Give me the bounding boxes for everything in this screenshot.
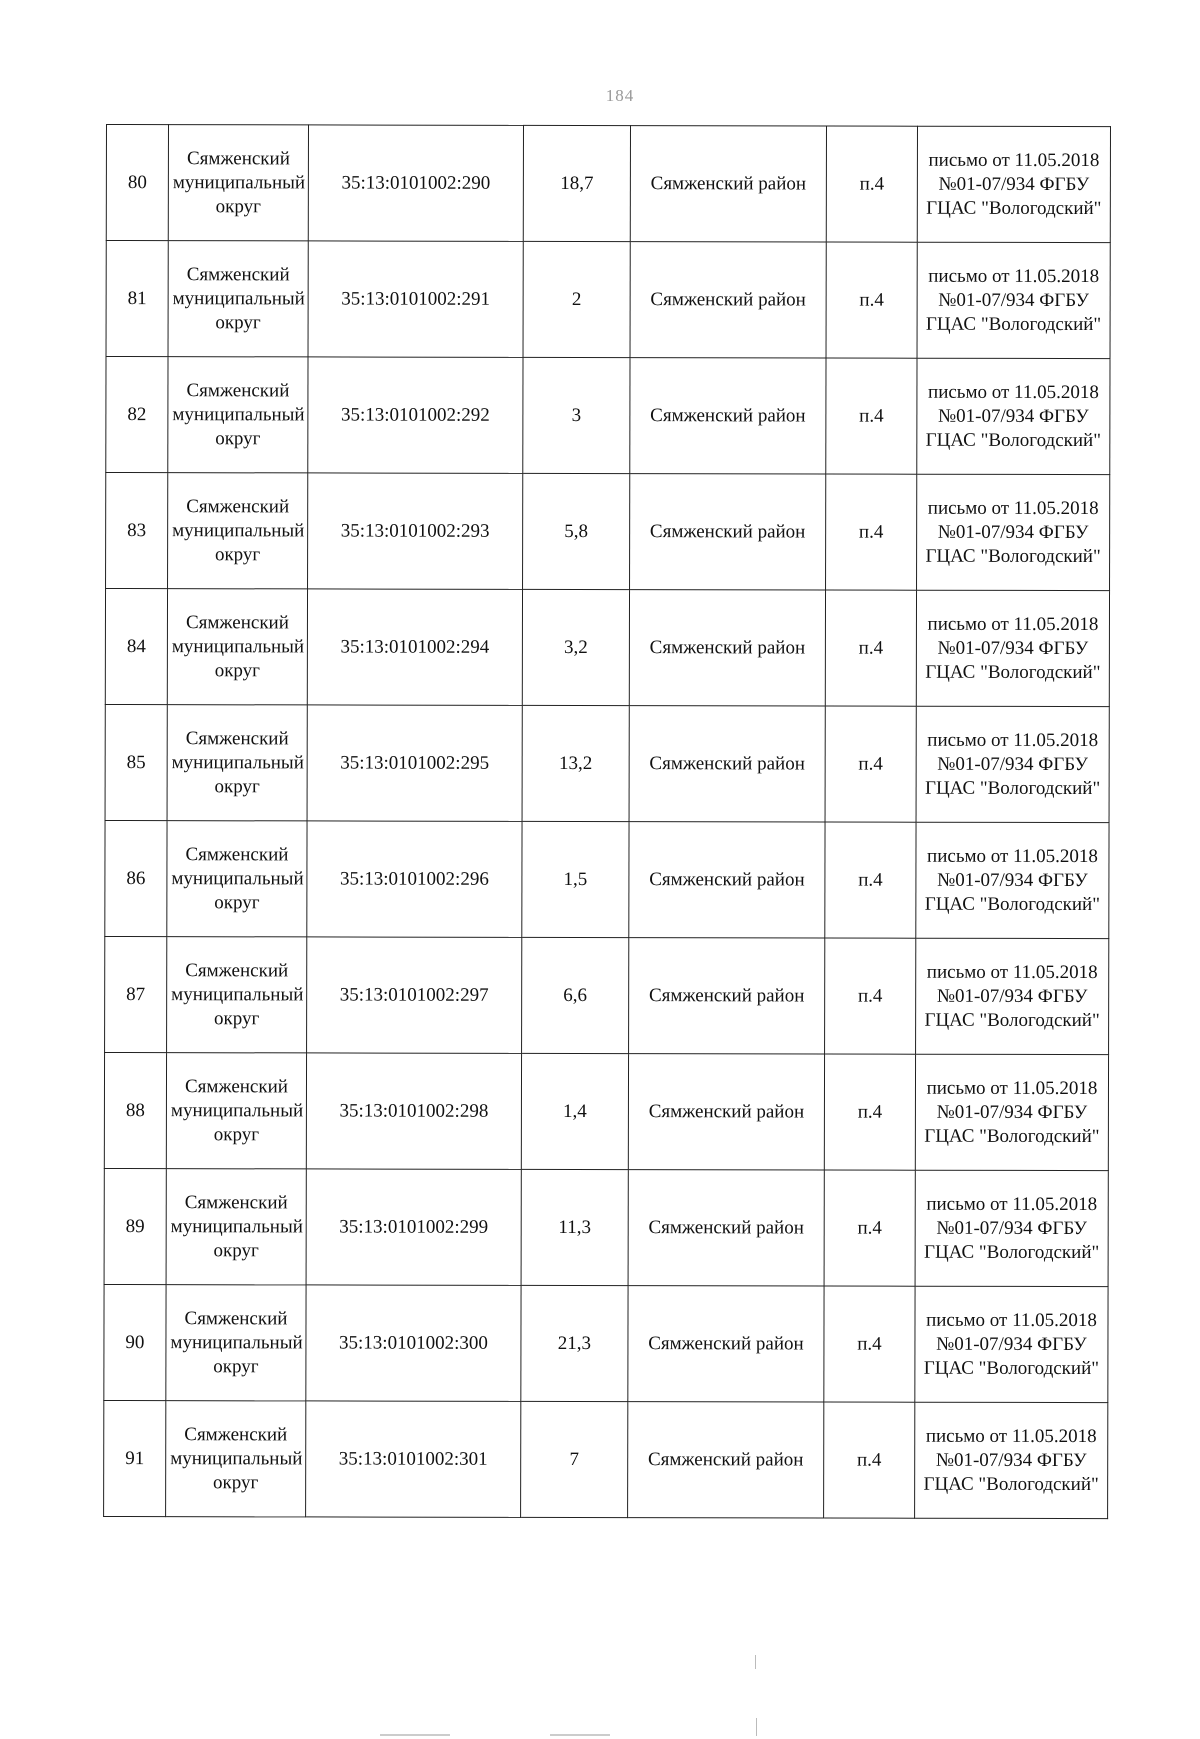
page-number: 184 bbox=[605, 86, 635, 105]
district-cell: Сямженский район bbox=[630, 358, 826, 474]
municipality-cell: Сямженский муниципальный округ bbox=[168, 125, 308, 241]
source-document-cell: письмо от 11.05.2018 №01-07/934 ФГБУ ГЦАС "Вологодский" bbox=[915, 1054, 1108, 1170]
source-document-cell: письмо от 11.05.2018 №01-07/934 ФГБУ ГЦАС "Вологодский" bbox=[917, 358, 1110, 474]
row-number: 88 bbox=[104, 1052, 166, 1168]
item-cell: п.4 bbox=[824, 1170, 915, 1286]
cadastral-number-cell: 35:13:0101002:293 bbox=[308, 473, 523, 589]
item-cell: п.4 bbox=[826, 474, 917, 590]
table-body bbox=[104, 125, 1111, 1519]
source-document-cell: письмо от 11.05.2018 №01-07/934 ФГБУ ГЦАС "Вологодский" bbox=[917, 126, 1110, 242]
table-row bbox=[106, 473, 1110, 591]
cadastral-number-cell: 35:13:0101002:298 bbox=[306, 1053, 521, 1169]
municipality-cell: Сямженский муниципальный округ bbox=[167, 821, 307, 937]
cadastral-number-cell: 35:13:0101002:290 bbox=[308, 125, 523, 241]
municipality-cell: Сямженский муниципальный округ bbox=[166, 1053, 306, 1169]
scan-artifact bbox=[756, 1718, 757, 1736]
cadastral-number-cell: 35:13:0101002:299 bbox=[306, 1169, 521, 1285]
item-cell: п.4 bbox=[824, 1402, 915, 1518]
row-number: 80 bbox=[106, 125, 168, 241]
area-cell: 3 bbox=[523, 357, 630, 473]
district-cell: Сямженский район bbox=[629, 822, 825, 938]
area-cell: 6,6 bbox=[522, 937, 629, 1053]
district-cell: Сямженский район bbox=[629, 706, 825, 822]
source-document-cell: письмо от 11.05.2018 №01-07/934 ФГБУ ГЦАС "Вологодский" bbox=[916, 938, 1109, 1054]
row-number: 86 bbox=[105, 820, 167, 936]
item-cell: п.4 bbox=[824, 1286, 915, 1402]
scan-artifact bbox=[755, 1655, 756, 1669]
table-row bbox=[104, 1052, 1108, 1170]
table-row bbox=[104, 1168, 1108, 1286]
area-cell: 18,7 bbox=[523, 125, 630, 241]
item-cell: п.4 bbox=[825, 938, 916, 1054]
municipality-cell: Сямженский муниципальный округ bbox=[167, 705, 307, 821]
table-row bbox=[106, 241, 1110, 359]
source-document-cell: письмо от 11.05.2018 №01-07/934 ФГБУ ГЦАС "Вологодский" bbox=[917, 242, 1110, 358]
area-cell: 2 bbox=[523, 241, 630, 357]
district-cell: Сямженский район bbox=[628, 1170, 824, 1286]
area-cell: 3,2 bbox=[522, 589, 629, 705]
item-cell: п.4 bbox=[825, 822, 916, 938]
district-cell: Сямженский район bbox=[628, 1402, 824, 1518]
district-cell: Сямженский район bbox=[630, 126, 826, 242]
municipality-cell: Сямженский муниципальный округ bbox=[168, 357, 308, 473]
cadastral-number-cell: 35:13:0101002:297 bbox=[307, 937, 522, 1053]
table-row bbox=[106, 125, 1110, 243]
table-row bbox=[104, 1400, 1108, 1518]
area-cell: 5,8 bbox=[523, 473, 630, 589]
table-row bbox=[105, 820, 1109, 938]
source-document-cell: письмо от 11.05.2018 №01-07/934 ФГБУ ГЦАС "Вологодский" bbox=[916, 706, 1109, 822]
area-cell: 1,4 bbox=[521, 1053, 628, 1169]
municipality-cell: Сямженский муниципальный округ bbox=[166, 1401, 306, 1517]
row-number: 90 bbox=[104, 1284, 166, 1400]
row-number: 89 bbox=[104, 1168, 166, 1284]
municipality-cell: Сямженский муниципальный округ bbox=[166, 1169, 306, 1285]
row-number: 83 bbox=[106, 473, 168, 589]
cadastral-number-cell: 35:13:0101002:294 bbox=[307, 589, 522, 705]
district-cell: Сямженский район bbox=[629, 938, 825, 1054]
scan-artifact bbox=[550, 1734, 610, 1736]
row-number: 84 bbox=[105, 589, 167, 705]
source-document-cell: письмо от 11.05.2018 №01-07/934 ФГБУ ГЦАС "Вологодский" bbox=[916, 822, 1109, 938]
cadastral-number-cell: 35:13:0101002:296 bbox=[307, 821, 522, 937]
cadastral-number-cell: 35:13:0101002:295 bbox=[307, 705, 522, 821]
row-number: 81 bbox=[106, 241, 168, 357]
table-row bbox=[105, 589, 1109, 707]
source-document-cell: письмо от 11.05.2018 №01-07/934 ФГБУ ГЦАС "Вологодский" bbox=[915, 1170, 1108, 1286]
district-cell: Сямженский район bbox=[630, 474, 826, 590]
municipality-cell: Сямженский муниципальный округ bbox=[167, 589, 307, 705]
table-row bbox=[105, 704, 1109, 822]
row-number: 87 bbox=[105, 936, 167, 1052]
municipality-cell: Сямженский муниципальный округ bbox=[168, 241, 308, 357]
item-cell: п.4 bbox=[825, 590, 916, 706]
table-row bbox=[106, 357, 1110, 475]
item-cell: п.4 bbox=[826, 358, 917, 474]
item-cell: п.4 bbox=[826, 242, 917, 358]
municipality-cell: Сямженский муниципальный округ bbox=[167, 937, 307, 1053]
item-cell: п.4 bbox=[826, 126, 917, 242]
row-number: 85 bbox=[105, 704, 167, 820]
item-cell: п.4 bbox=[824, 1054, 915, 1170]
area-cell: 11,3 bbox=[521, 1169, 628, 1285]
cadastral-number-cell: 35:13:0101002:291 bbox=[308, 241, 523, 357]
district-cell: Сямженский район bbox=[628, 1286, 824, 1402]
row-number: 91 bbox=[104, 1400, 166, 1516]
source-document-cell: письмо от 11.05.2018 №01-07/934 ФГБУ ГЦАС "Вологодский" bbox=[917, 474, 1110, 590]
area-cell: 1,5 bbox=[522, 821, 629, 937]
district-cell: Сямженский район bbox=[629, 590, 825, 706]
table-row bbox=[105, 936, 1109, 1054]
source-document-cell: письмо от 11.05.2018 №01-07/934 ФГБУ ГЦАС "Вологодский" bbox=[915, 1286, 1108, 1402]
row-number: 82 bbox=[106, 357, 168, 473]
district-cell: Сямженский район bbox=[630, 242, 826, 358]
municipality-cell: Сямженский муниципальный округ bbox=[168, 473, 308, 589]
area-cell: 21,3 bbox=[521, 1285, 628, 1401]
scan-artifact bbox=[380, 1734, 450, 1736]
source-document-cell: письмо от 11.05.2018 №01-07/934 ФГБУ ГЦАС "Вологодский" bbox=[916, 590, 1109, 706]
area-cell: 13,2 bbox=[522, 705, 629, 821]
cadastral-number-cell: 35:13:0101002:301 bbox=[306, 1401, 521, 1517]
source-document-cell: письмо от 11.05.2018 №01-07/934 ФГБУ ГЦАС "Вологодский" bbox=[915, 1402, 1108, 1518]
cadastral-number-cell: 35:13:0101002:292 bbox=[308, 357, 523, 473]
district-cell: Сямженский район bbox=[628, 1054, 824, 1170]
item-cell: п.4 bbox=[825, 706, 916, 822]
land-plot-registry-table bbox=[103, 124, 1111, 1519]
cadastral-number-cell: 35:13:0101002:300 bbox=[306, 1285, 521, 1401]
municipality-cell: Сямженский муниципальный округ bbox=[166, 1285, 306, 1401]
table-row bbox=[104, 1284, 1108, 1402]
area-cell: 7 bbox=[521, 1401, 628, 1517]
